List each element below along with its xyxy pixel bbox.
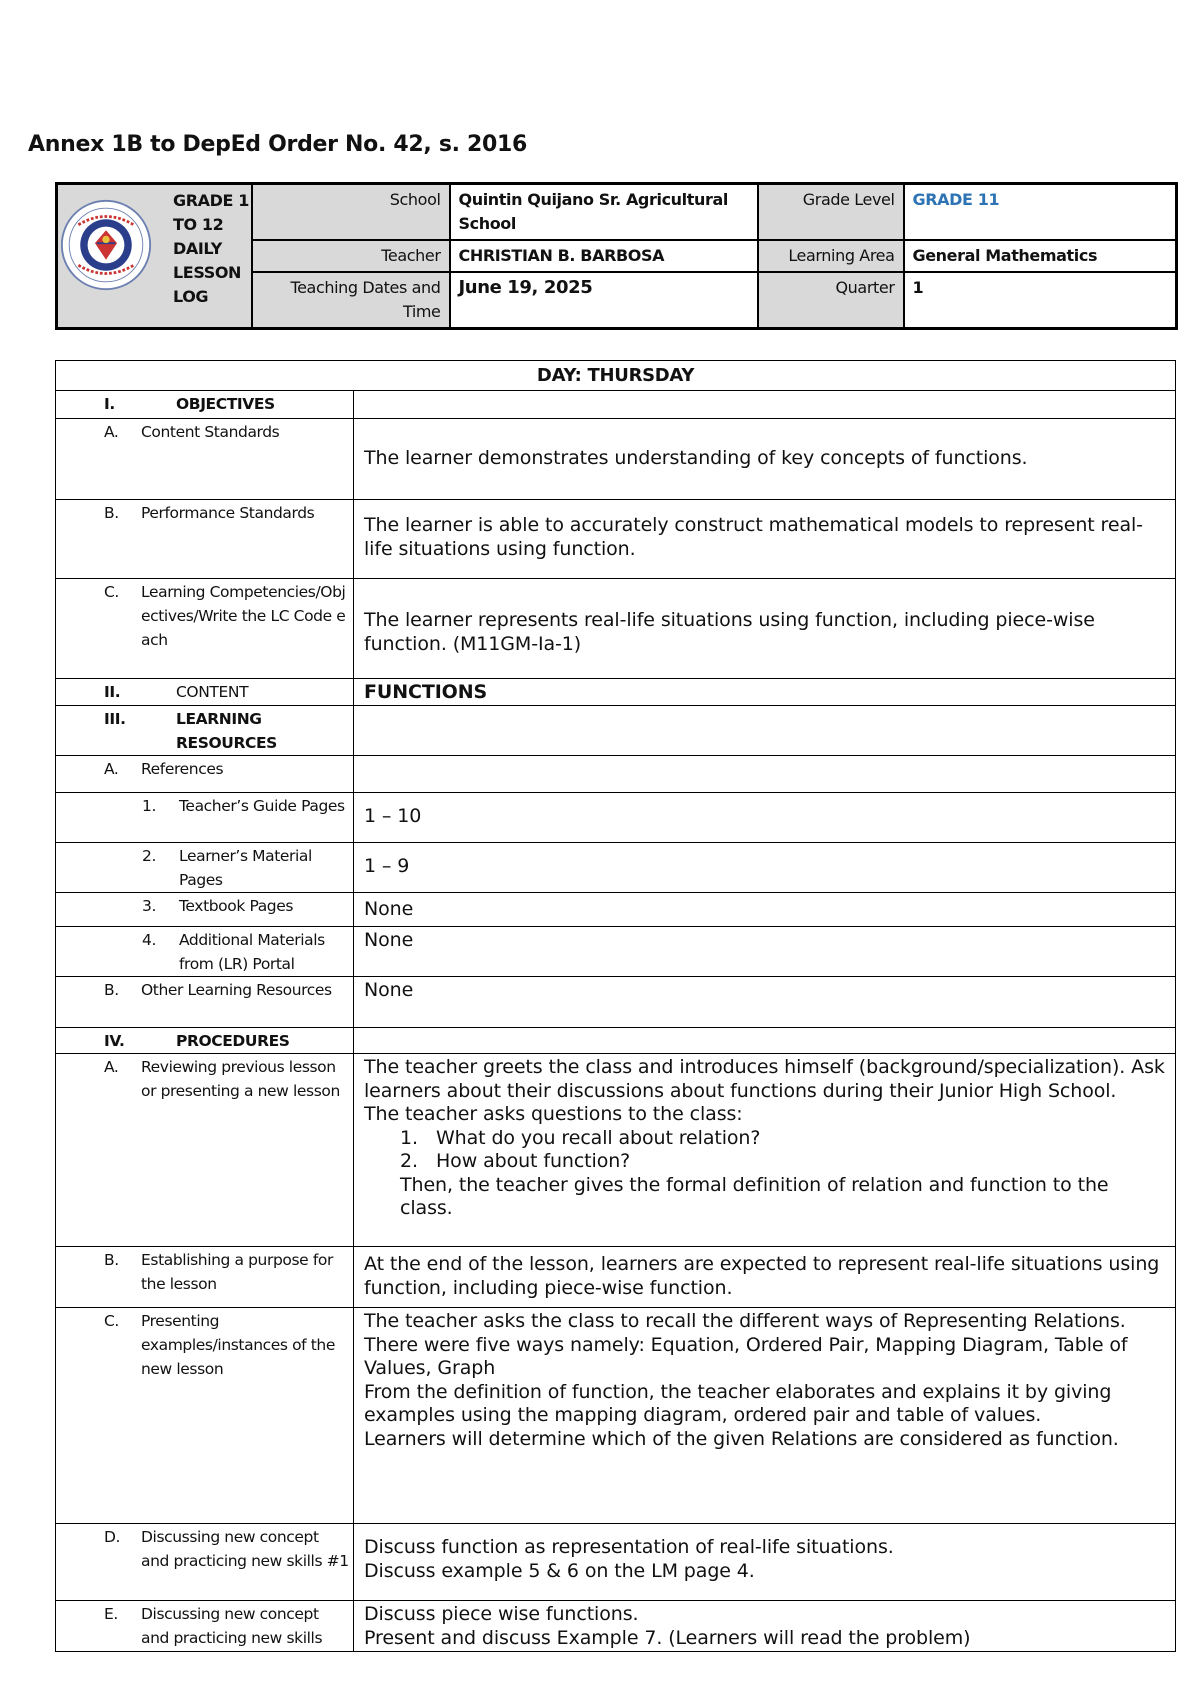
- item-num: 2.: [142, 847, 156, 865]
- table-row: [56, 756, 1176, 793]
- annex-title: Annex 1B to DepEd Order No. 42, s. 2016: [28, 132, 528, 157]
- table-row: [56, 1601, 1176, 1652]
- table-row: [56, 843, 1176, 893]
- competencies-label: Learning Competencies/Objectives/Write the LC Code each: [141, 583, 346, 649]
- item-num: 3.: [142, 897, 156, 915]
- table-row: [56, 391, 1176, 419]
- dll-title-line: DAILY: [173, 239, 222, 258]
- presenting-label: Presenting examples/instances of the new lesson: [141, 1312, 335, 1378]
- content-standards-label: Content Standards: [141, 423, 280, 441]
- item-num: B.: [104, 981, 119, 999]
- content-standards-value: The learner demonstrates understanding of key concepts of functions.: [354, 419, 1176, 500]
- content-heading: CONTENT: [176, 683, 249, 701]
- question-num: 1.: [400, 1126, 418, 1149]
- header-table: [55, 182, 1178, 330]
- dll-title: [173, 189, 253, 309]
- item-num: A.: [104, 1058, 119, 1076]
- table-row: [56, 927, 1176, 977]
- reviewing-label: Reviewing previous lesson or presenting a new lesson: [141, 1058, 340, 1100]
- discussing2-line: Present and discuss Example 7. (Learners will read the problem): [364, 1626, 971, 1649]
- objectives-heading: OBJECTIVES: [176, 395, 275, 413]
- discussing2-line: Discuss piece wise functions.: [364, 1603, 639, 1625]
- learning-area-value: General Mathematics: [904, 240, 1177, 272]
- item-num: A.: [104, 423, 119, 441]
- table-row: [56, 1308, 1176, 1524]
- grade-level-value: GRADE 11: [904, 184, 1177, 241]
- item-num: E.: [104, 1605, 118, 1623]
- discussing1-value: [354, 1524, 1176, 1601]
- item-num: C.: [104, 1312, 119, 1330]
- section-num: II.: [104, 683, 121, 701]
- presenting-line: From the definition of function, the teacher elaborates and explains it by giving examples using the mapping diagram, ordered pair and table of values.: [364, 1380, 1112, 1426]
- lesson-table: [55, 360, 1176, 1652]
- question-num: 2.: [400, 1150, 418, 1172]
- textbook-pages-value: None: [354, 893, 1176, 927]
- procedures-heading: PROCEDURES: [176, 1032, 290, 1050]
- deped-seal-logo: [60, 199, 152, 291]
- question-text: What do you recall about relation?: [436, 1126, 761, 1149]
- question-text: How about function?: [436, 1150, 631, 1172]
- presenting-line: The teacher asks the class to recall the different ways of Representing Relations.: [364, 1310, 1126, 1332]
- competencies-value: The learner represents real-life situations using function, including piece-wise function. (M11GM-Ia-1): [354, 579, 1176, 679]
- learning-resources-heading: LEARNING RESOURCES: [176, 710, 277, 752]
- discussing1-label: Discussing new concept and practicing new skills #1: [141, 1528, 349, 1570]
- item-num: D.: [104, 1528, 121, 1546]
- item-num: 1.: [142, 797, 156, 815]
- presenting-line: Learners will determine which of the given Relations are considered as function.: [364, 1427, 1119, 1450]
- table-row: [56, 1028, 1176, 1054]
- tg-pages-value: 1 – 10: [354, 793, 1176, 843]
- dates-value: June 19, 2025: [450, 272, 758, 329]
- item-num: B.: [104, 504, 119, 522]
- dll-title-line: LOG: [173, 287, 209, 306]
- purpose-value: At the end of the lesson, learners are expected to represent real-life situations using function, including piece-wise function.: [354, 1247, 1176, 1308]
- table-row: [56, 679, 1176, 706]
- day-heading: DAY: THURSDAY: [56, 361, 1176, 391]
- section-num: IV.: [104, 1032, 125, 1050]
- section-num: III.: [104, 710, 126, 728]
- item-num: B.: [104, 1251, 119, 1269]
- table-row: [56, 706, 1176, 756]
- table-row: [56, 500, 1176, 579]
- lm-pages-label: Learner’s Material Pages: [179, 847, 312, 889]
- quarter-value: 1: [904, 272, 1177, 329]
- tg-pages-label: Teacher’s Guide Pages: [179, 797, 345, 815]
- grade-level-label: Grade Level: [758, 184, 904, 241]
- item-num: A.: [104, 760, 119, 778]
- reviewing-line: Then, the teacher gives the formal definition of relation and function to the class.: [400, 1173, 1109, 1219]
- lm-pages-value: 1 – 9: [354, 843, 1176, 893]
- logo-cell: [57, 184, 252, 329]
- performance-standards-value: The learner is able to accurately construct mathematical models to represent real-life situations using function.: [354, 500, 1176, 579]
- performance-standards-label: Performance Standards: [141, 504, 315, 522]
- references-label: References: [141, 760, 224, 778]
- table-row: [56, 1524, 1176, 1601]
- teacher-value: CHRISTIAN B. BARBOSA: [450, 240, 758, 272]
- table-row: [56, 977, 1176, 1028]
- table-row: [56, 893, 1176, 927]
- discussing2-label: Discussing new concept and practicing new skills: [141, 1605, 323, 1647]
- discussing2-value: [354, 1601, 1176, 1652]
- school-label: School: [252, 184, 450, 241]
- question-item: [364, 1127, 1165, 1151]
- content-value: FUNCTIONS: [354, 679, 1176, 706]
- additional-materials-value: None: [354, 927, 1176, 977]
- dll-title-line: GRADE 1: [173, 191, 249, 210]
- reviewing-value: [354, 1054, 1176, 1247]
- reviewing-line: The teacher greets the class and introduces himself (background/specialization). Ask learners about their discussions about functions during their Junior High School.: [364, 1056, 1165, 1102]
- presenting-line: There were five ways namely: Equation, Ordered Pair, Mapping Diagram, Table of Values, Graph: [364, 1333, 1128, 1379]
- learning-area-label: Learning Area: [758, 240, 904, 272]
- presenting-value: [354, 1308, 1176, 1524]
- discussing1-line: Discuss function as representation of real-life situations.: [364, 1536, 894, 1558]
- table-row: [56, 793, 1176, 843]
- table-row: [56, 419, 1176, 500]
- dll-title-line: LESSON: [173, 263, 242, 282]
- teacher-label: Teacher: [252, 240, 450, 272]
- purpose-label: Establishing a purpose for the lesson: [141, 1251, 333, 1293]
- question-item: [364, 1150, 1165, 1174]
- quarter-label: Quarter: [758, 272, 904, 329]
- other-resources-label: Other Learning Resources: [141, 981, 332, 999]
- discussing1-line: Discuss example 5 & 6 on the LM page 4.: [364, 1559, 755, 1582]
- section-num: I.: [104, 395, 115, 413]
- reviewing-line: The teacher asks questions to the class:: [364, 1103, 743, 1125]
- school-value: Quintin Quijano Sr. Agricultural School: [450, 184, 758, 241]
- table-row: [56, 579, 1176, 679]
- table-row: [56, 1054, 1176, 1247]
- other-resources-value: None: [354, 977, 1176, 1028]
- item-num: C.: [104, 583, 119, 601]
- table-row: [56, 1247, 1176, 1308]
- textbook-pages-label: Textbook Pages: [179, 897, 294, 915]
- additional-materials-label: Additional Materials from (LR) Portal: [179, 931, 325, 973]
- dates-label: Teaching Dates and Time: [252, 272, 450, 329]
- item-num: 4.: [142, 931, 156, 949]
- dll-title-line: TO 12: [173, 215, 224, 234]
